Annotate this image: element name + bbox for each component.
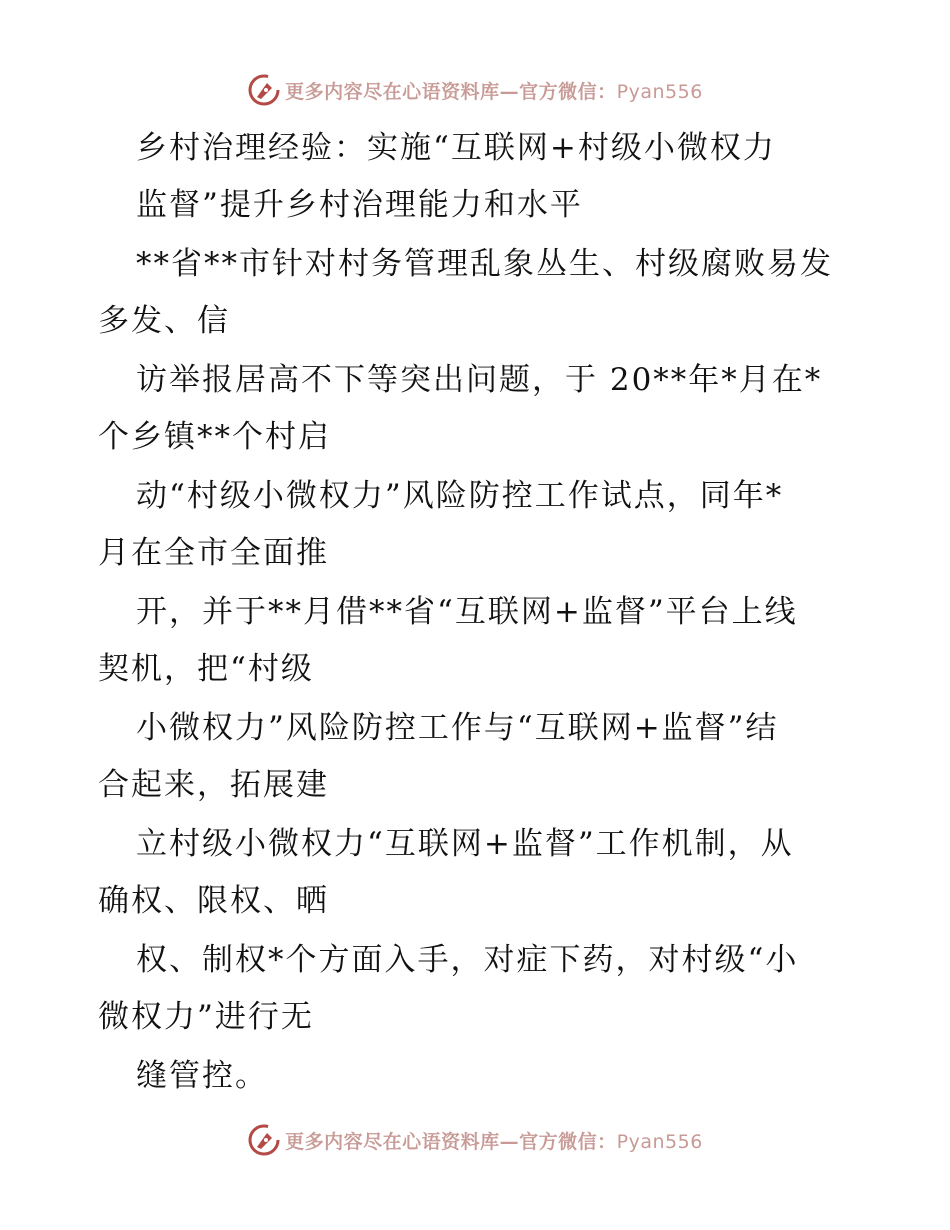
watermark-text: 更多内容尽在心语资料库—官方微信：Pyan556 [285,80,703,103]
doc-line-15: 权、制权*个方面入手，对症下药，对村级“小 [136,942,799,978]
doc-line-5: 访举报居高不下等突出问题，于 20**年*月在* [136,362,823,398]
doc-line-14: 确权、限权、晒 [98,883,329,919]
doc-line-7: 动“村级小微权力”风险防控工作试点，同年* [136,478,784,514]
watermark-banner-top [0,70,950,110]
doc-line-3: **省**市针对村务管理乱象丛生、村级腐败易发 [136,246,833,282]
wechat-id: Pyan556 [616,80,703,103]
doc-line-10: 契机，把“村级 [98,651,314,687]
doc-line-4: 多发、信 [98,303,230,339]
doc-line-2: 监督”提升乡村治理能力和水平 [136,187,583,223]
doc-line-13: 立村级小微权力“互联网+监督”工作机制，从 [136,826,794,862]
pen-nib-circle-icon [247,73,281,107]
pen-nib-circle-icon [247,1123,281,1157]
doc-line-6: 个乡镇**个村启 [98,419,331,455]
doc-line-17: 缝管控。 [136,1058,268,1094]
wechat-id: Pyan556 [616,1130,703,1153]
doc-line-9: 开，并于**月借**省“互联网+监督”平台上线 [136,594,798,630]
doc-line-11: 小微权力”风险防控工作与“互联网+监督”结 [136,710,779,746]
watermark-text: 更多内容尽在心语资料库—官方微信：Pyan556 [285,1130,703,1153]
doc-line-12: 合起来，拓展建 [98,767,329,803]
doc-line-1: 乡村治理经验：实施“互联网+村级小微权力 [136,130,776,166]
doc-line-8: 月在全市全面推 [98,535,329,571]
watermark-banner-bottom [0,1120,950,1160]
doc-line-16: 微权力”进行无 [98,999,314,1035]
